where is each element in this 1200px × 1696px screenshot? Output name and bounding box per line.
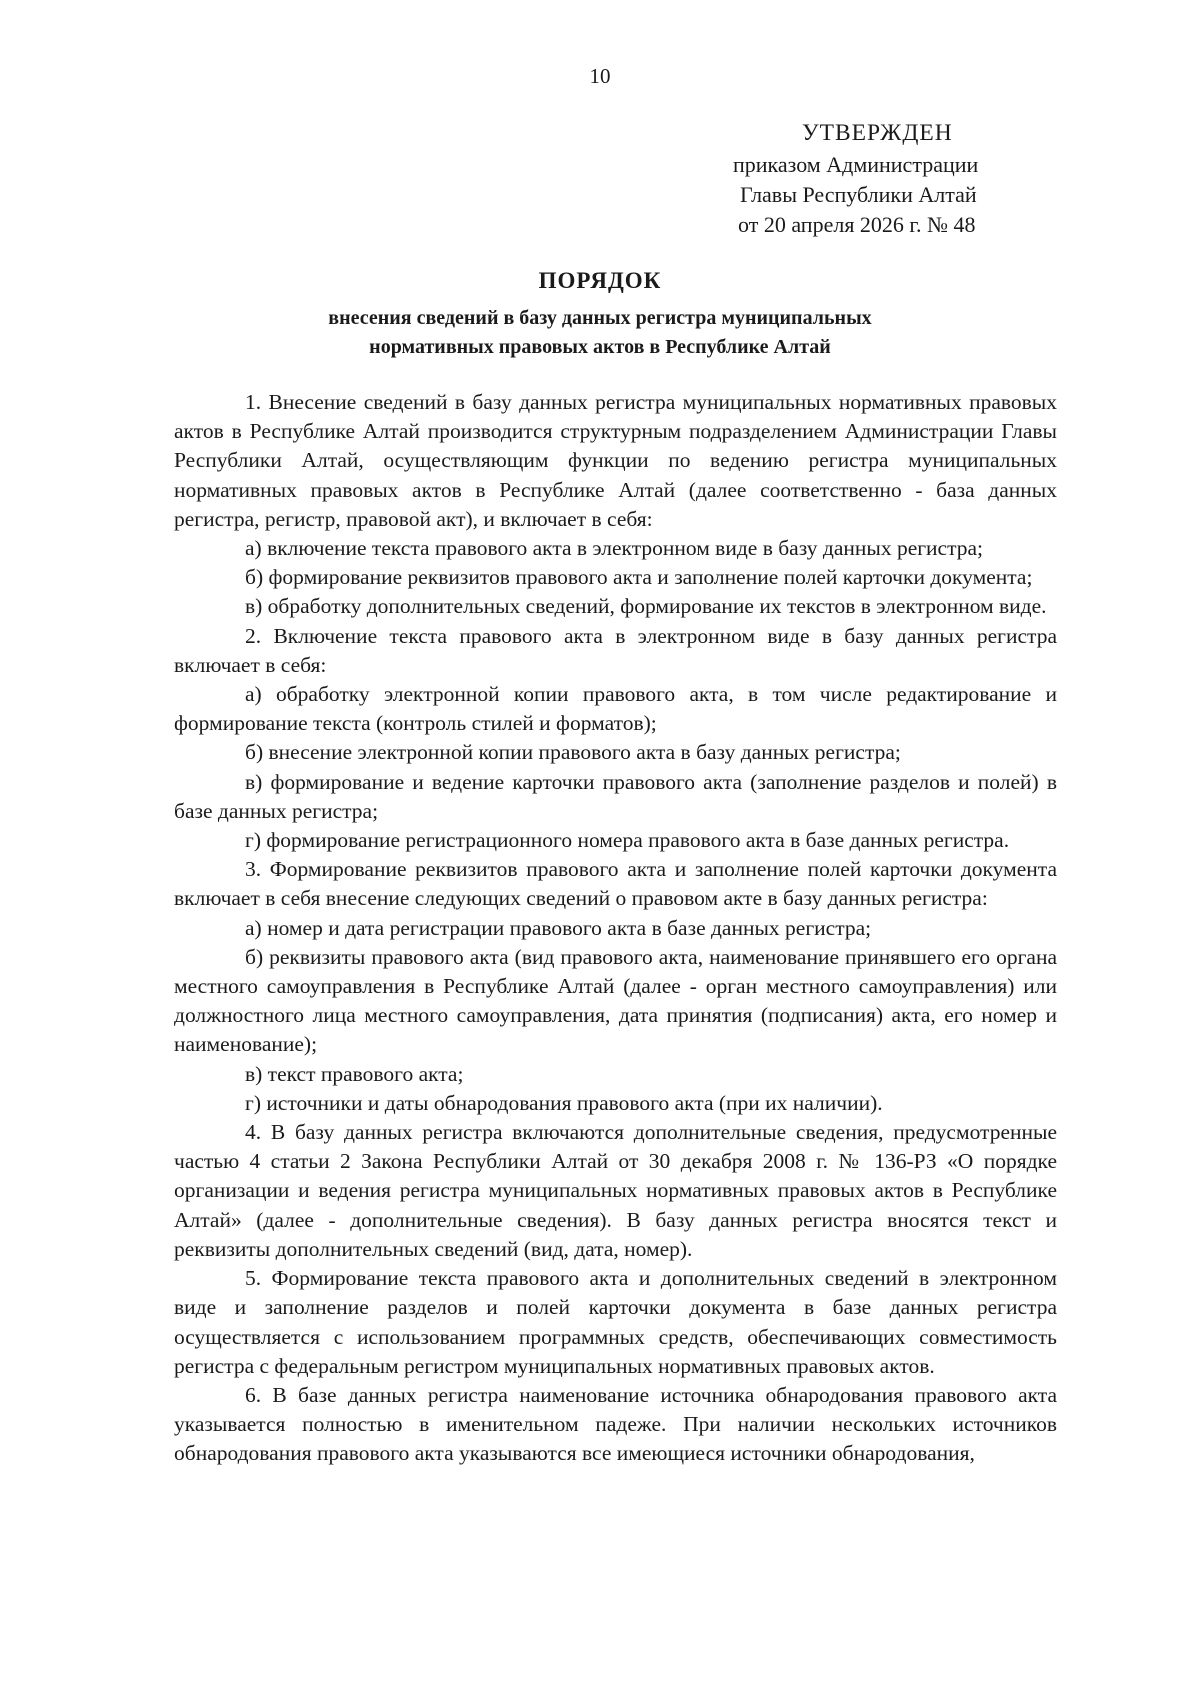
item-2a: а) обработку электронной копии правового акта, в том числе редактирование и формирование текста (контроль стилей и форматов); xyxy=(174,682,1057,736)
paragraph-6: 6. В базе данных регистра наименование источника обнародования правового акта указывается полностью в именительном падеже. При наличии нескольких источников обнародования правового акта указываются все имеющиеся источники обнародования, xyxy=(174,1382,1057,1466)
paragraph-2: 2. Включение текста правового акта в электронном виде в базу данных регистра включает в себя: xyxy=(174,623,1057,677)
document-body xyxy=(174,388,1057,1469)
item-2b: б) внесение электронной копии правового акта в базу данных регистра; xyxy=(245,740,901,765)
approval-title: УТВЕРЖДЕН xyxy=(802,120,953,146)
document-subtitle xyxy=(0,304,1200,362)
subtitle-line-2: нормативных правовых актов в Республике Алтай xyxy=(369,336,831,358)
paragraph-4: 4. В базу данных регистра включаются дополнительные сведения, предусмотренные частью 4 статьи 2 Закона Республики Алтай от 30 декабря 2008 г. № 136-РЗ «О порядке организации и ведения регистра муниципальных нормативных правовых актов в Республике Алтай» (далее - дополнительные сведения). В базу данных регистра вносятся текст и реквизиты дополнительных сведений (вид, дата, номер). xyxy=(174,1120,1057,1261)
paragraph-3: 3. Формирование реквизитов правового акта и заполнение полей карточки документа включает в себя внесение следующих сведений о правовом акте в базу данных регистра: xyxy=(174,857,1057,911)
item-2d: г) формирование регистрационного номера правового акта в базе данных регистра. xyxy=(245,828,1010,853)
approval-stamp xyxy=(730,118,1060,240)
approval-line-1: приказом Администрации xyxy=(733,152,979,177)
paragraph-5: 5. Формирование текста правового акта и дополнительных сведений в электронном виде и заполнение разделов и полей карточки документа в базе данных регистра осуществляется с использованием программных средств, обеспечивающих совместимость регистра с федеральным регистром муниципальных нормативных правовых актов. xyxy=(174,1266,1057,1378)
paragraph-1: 1. Внесение сведений в базу данных регистра муниципальных нормативных правовых актов в Республике Алтай производится структурным подразделением Администрации Главы Республики Алтай, осуществляющим функции по ведению регистра муниципальных нормативных правовых актов в Республике Алтай (далее соответственно - база данных регистра, регистр, правовой акт), и включает в себя: xyxy=(174,390,1057,531)
item-3a: а) номер и дата регистрации правового акта в базе данных регистра; xyxy=(245,915,872,940)
item-3d: г) источники и даты обнародования правового акта (при их наличии). xyxy=(245,1090,883,1115)
item-1a: а) включение текста правового акта в электронном виде в базу данных регистра; xyxy=(245,536,984,561)
subtitle-line-1: внесения сведений в базу данных регистра муниципальных xyxy=(328,307,872,329)
approval-line-2: Главы Республики Алтай xyxy=(740,182,977,207)
item-3c: в) текст правового акта; xyxy=(245,1061,464,1086)
item-3b: б) реквизиты правового акта (вид правового акта, наименование принявшего его органа местного самоуправления в Республике Алтай (далее - орган местного самоуправления) или должностного лица местного самоуправления, дата принятия (подписания) акта, его номер и наименование); xyxy=(174,944,1057,1057)
item-1c: в) обработку дополнительных сведений, формирование их текстов в электронном виде. xyxy=(245,594,1047,619)
page-number: 10 xyxy=(589,64,611,88)
approval-line-3: от 20 апреля 2026 г. № 48 xyxy=(738,212,976,237)
item-1b: б) формирование реквизитов правового акта и заполнение полей карточки документа; xyxy=(245,565,1033,590)
document-title: ПОРЯДОК xyxy=(538,268,662,293)
item-2c: в) формирование и ведение карточки правового акта (заполнение разделов и полей) в базе данных регистра; xyxy=(174,769,1057,823)
